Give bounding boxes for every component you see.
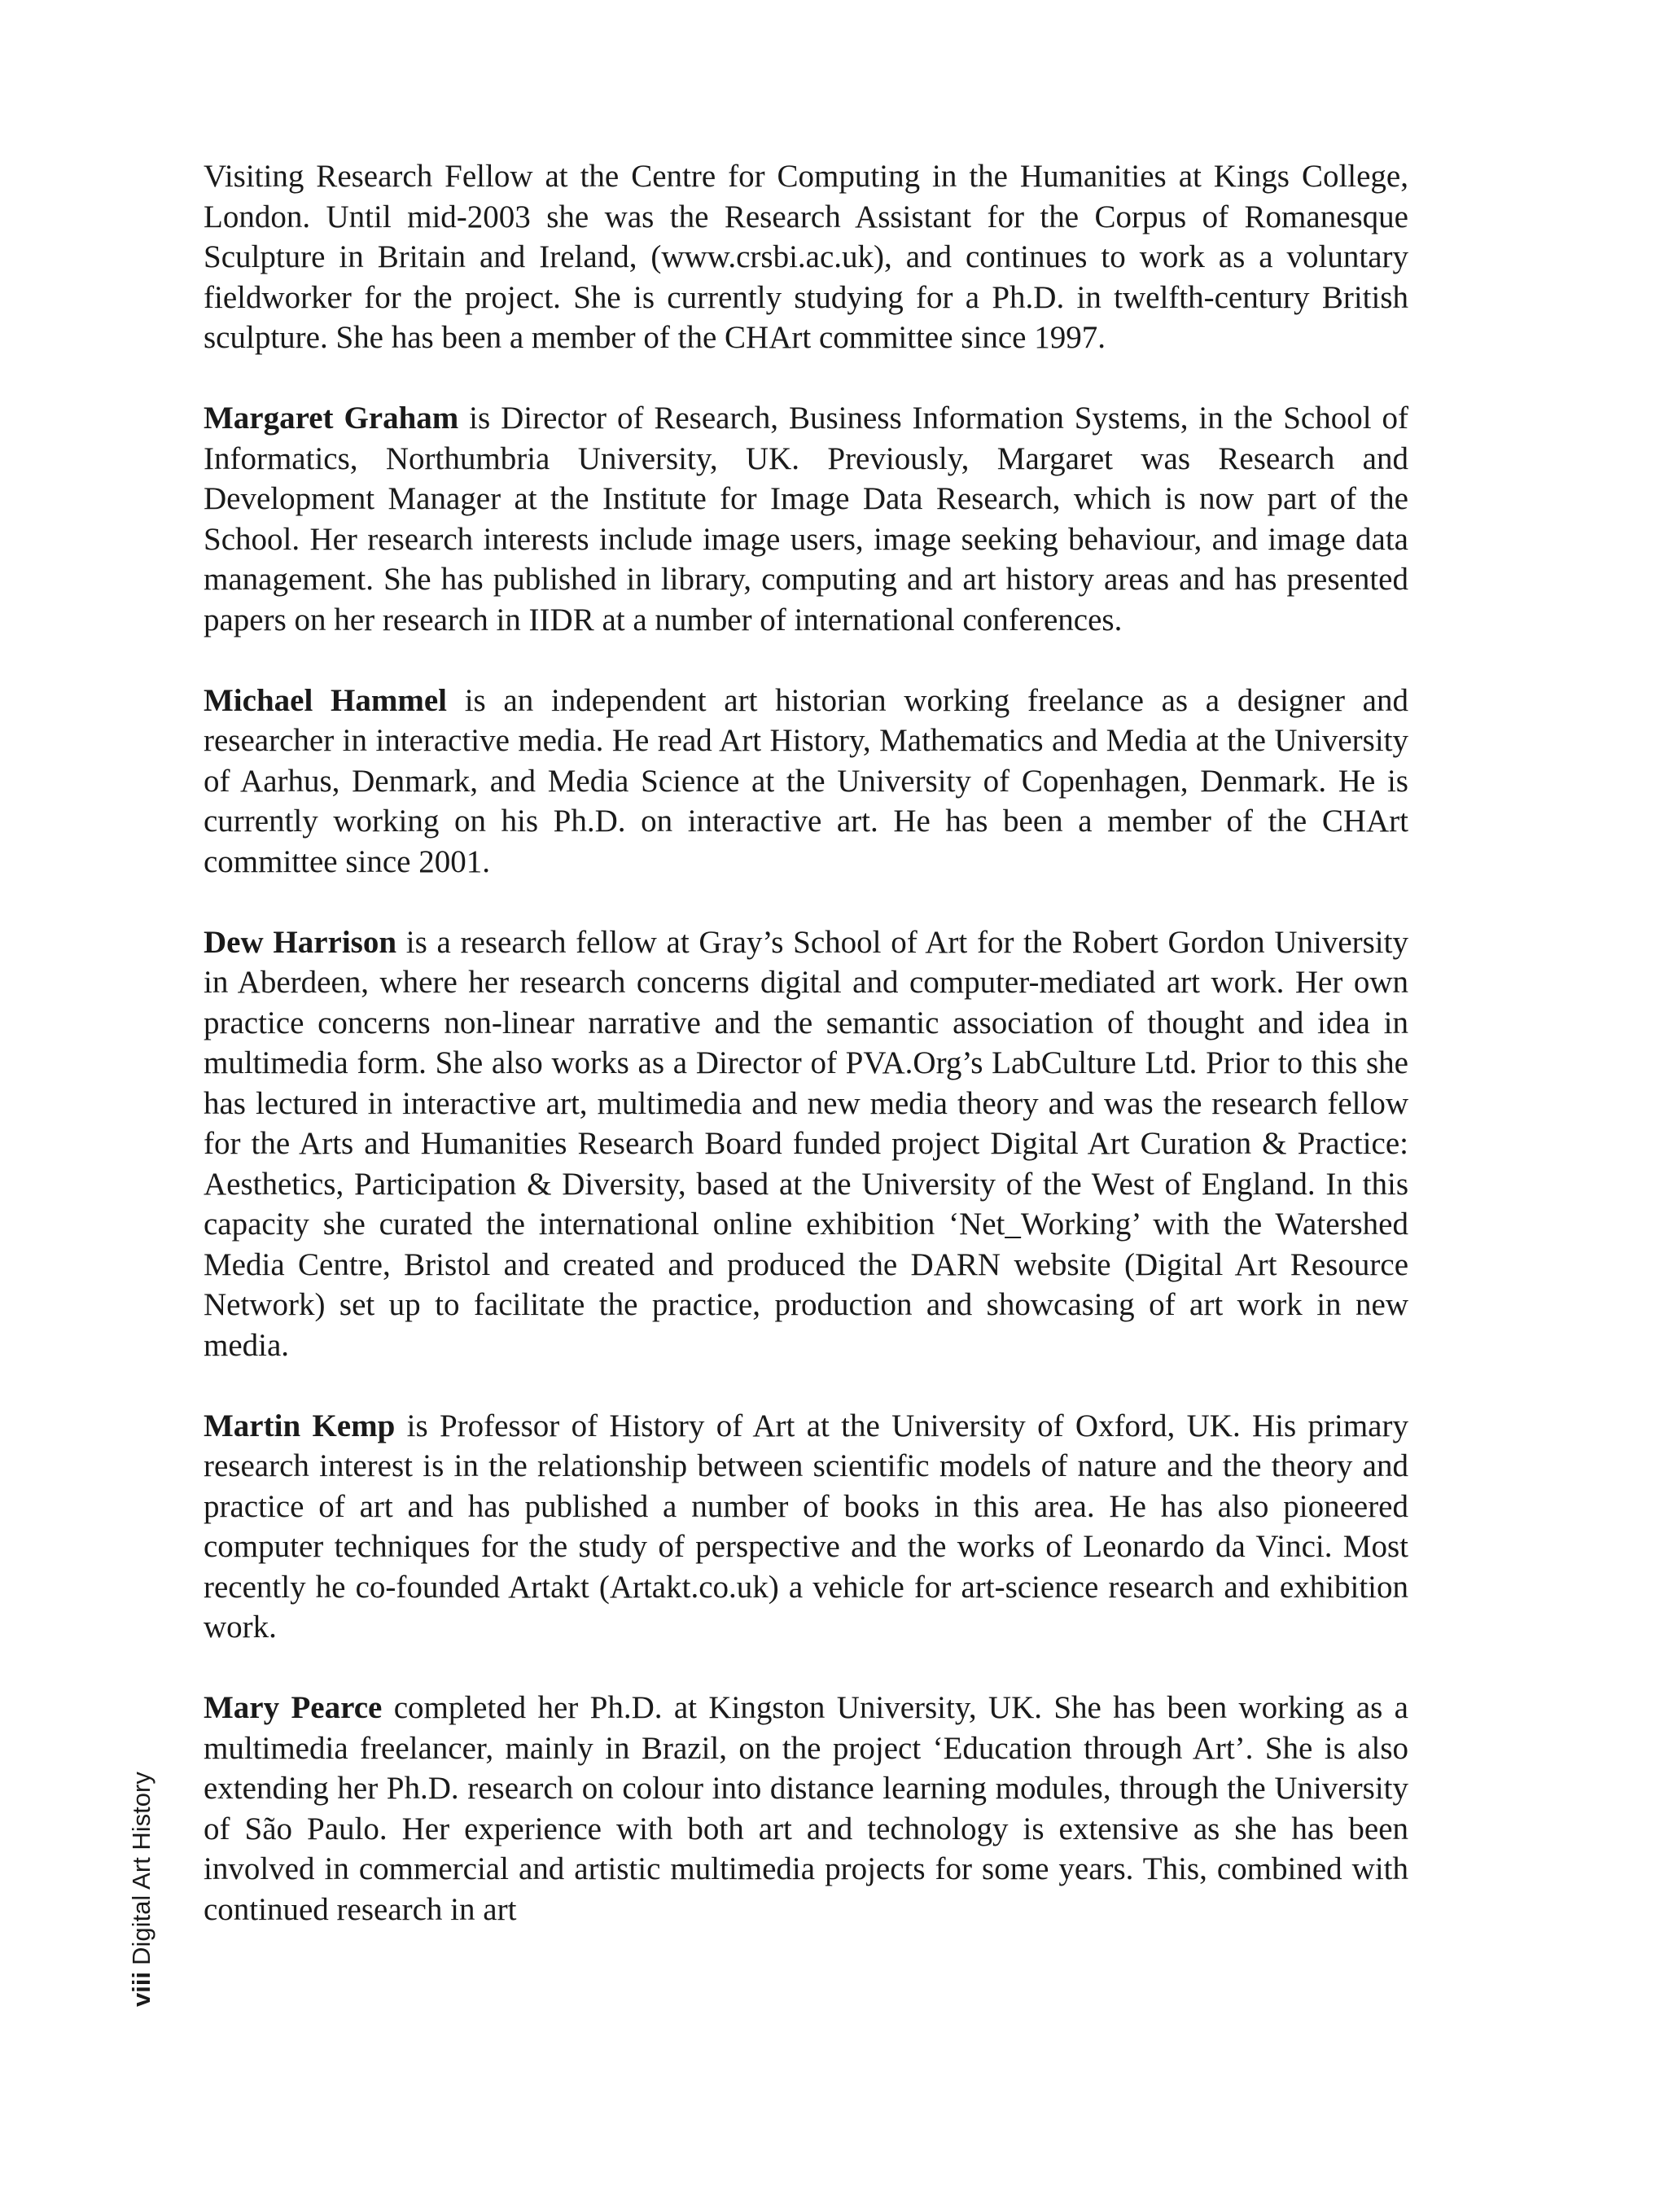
bio-text: is an independent art historian working freelance as a designer and researcher in interactive media. He read Art History, Mathematics and Media at the University of Aarhus, Denmark, and Media Science at the University of Copenhagen, Denmark. He is currently working on his Ph.D. on interactive art. He has been a member of the CHArt committee since 2001. bbox=[204, 682, 1408, 879]
bio-paragraph-martin-kemp bbox=[204, 1406, 1408, 1648]
bio-text: Visiting Research Fellow at the Centre for Computing in the Humanities at Kings College, London. Until mid-2003 she was the Research Assistant for the Corpus of Romanesque Sculpture in Britain and Ireland, (www.crsbi.ac.uk), and continues to work as a voluntary fieldworker for the project. She is currently studying for a Ph.D. in twelfth-century British sculpture. She has been a member of the CHArt committee since 1997. bbox=[204, 159, 1408, 355]
bio-text: is Professor of History of Art at the University of Oxford, UK. His primary research interest is in the relationship between scientific models of nature and the theory and practice of art and has published a number of books in this area. He has also pioneered computer techniques for the study of perspective and the works of Leonardo da Vinci. Most recently he co-founded Artakt (Artakt.co.uk) a vehicle for art-science research and exhibition work. bbox=[204, 1408, 1408, 1645]
bio-paragraph-dew-harrison bbox=[204, 922, 1408, 1366]
bio-paragraph-mary-pearce bbox=[204, 1688, 1408, 1929]
contributor-name: Martin Kemp bbox=[204, 1408, 396, 1443]
contributor-name: Michael Hammel bbox=[204, 682, 447, 718]
contributor-bios bbox=[204, 156, 1408, 1929]
contributor-name: Mary Pearce bbox=[204, 1690, 383, 1725]
book-title: Digital Art History bbox=[127, 1772, 155, 1965]
bio-paragraph-michael-hammel bbox=[204, 681, 1408, 883]
contributor-name: Dew Harrison bbox=[204, 924, 397, 960]
bio-paragraph-margaret-graham bbox=[204, 398, 1408, 640]
bio-text: completed her Ph.D. at Kingston University, UK. She has been working as a multimedia freelancer, mainly in Brazil, on the project ‘Education through Art’. She is also extending her Ph.D. research on colour into distance learning modules, through the University of São Paulo. Her experience with both art and technology is extensive as she has been involved in commercial and artistic multimedia projects for some years. This, combined with continued research in art bbox=[204, 1690, 1408, 1927]
running-footer bbox=[129, 1772, 154, 2007]
contributor-name: Margaret Graham bbox=[204, 401, 459, 436]
bio-paragraph-continued bbox=[204, 156, 1408, 358]
bio-text: is Director of Research, Business Information Systems, in the School of Informatics, Northumbria University, UK. Previously, Margaret was Research and Development Manager at the Institute for Image Data Research, which is now part of the School. Her research interests include image users, image seeking behaviour, and image data management. She has published in library, computing and art history areas and has presented papers on her research in IIDR at a number of international conferences. bbox=[204, 401, 1408, 637]
bio-text: is a research fellow at Gray’s School of Art for the Robert Gordon University in Aberdeen, where her research concerns digital and computer-mediated art work. Her own practice concerns non-linear narrative and the semantic association of thought and idea in multimedia form. She also works as a Director of PVA.Org’s LabCulture Ltd. Prior to this she has lectured in interactive art, multimedia and new media theory and was the research fellow for the Arts and Humanities Research Board funded project Digital Art Curation & Practice: Aesthetics, Participation & Diversity, based at the University of the West of England. In this capacity she curated the international online exhibition ‘Net_Working’ with the Watershed Media Centre, Bristol and created and produced the DARN website (Digital Art Resource Network) set up to facilitate the practice, production and showcasing of art work in new media. bbox=[204, 924, 1408, 1363]
page-number: viii bbox=[127, 1971, 155, 2007]
